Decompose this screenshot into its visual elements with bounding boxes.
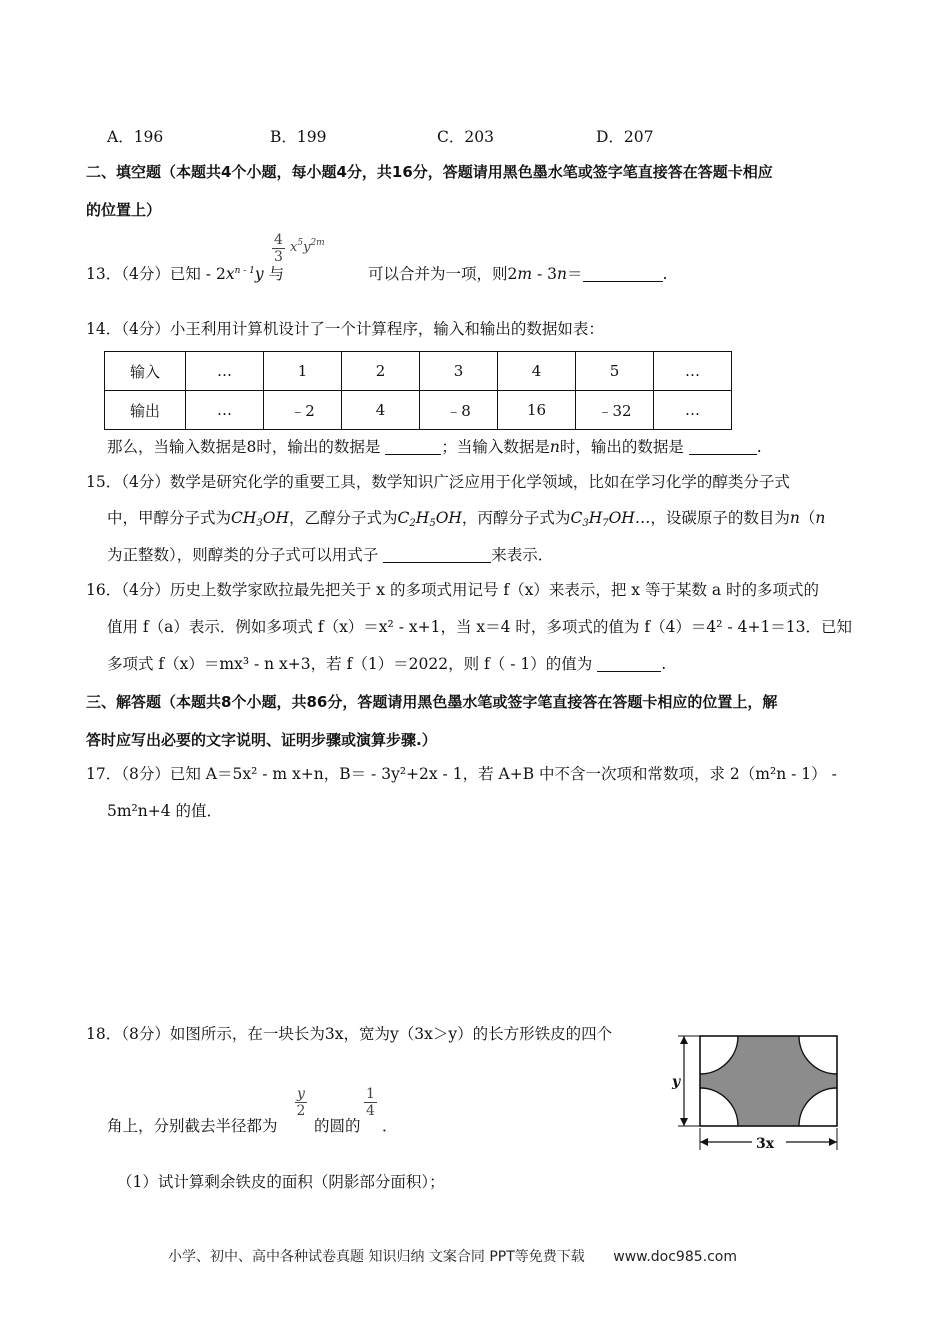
table-cell: 4 <box>342 391 420 430</box>
q17-line1: 17．（8分）已知 A＝5x² - m x+n，B＝ - 3y²+2x - 1，若 A+B 中不含一次项和常数项，求 2（m²n - 1） - <box>86 765 837 783</box>
q13-question: 可以合并为一项，则2m - 3n＝ . <box>368 265 668 283</box>
table-cell: ﹣32 <box>576 391 654 430</box>
table-row <box>105 352 732 391</box>
table-cell: … <box>186 391 264 430</box>
q18-figure <box>668 1032 843 1154</box>
io-table <box>104 351 732 430</box>
q16-line2: 值用 f（a）表示．例如多项式 f（x）＝x² - x+1，当 x＝4 时，多项式的值为 f（4）＝4² - 4+1＝13．已知 <box>107 618 853 636</box>
q14: 14．（4分）小王利用计算机设计了一个计算程序，输入和输出的数据如表： <box>86 320 604 338</box>
q18-fraction-1-over-4: $\frac{1}{4}$ <box>366 1086 375 1119</box>
table-cell: … <box>654 391 732 430</box>
q18-line1: 18．（8分）如图所示，在一块长为3x，宽为y（3x＞y）的长方形铁皮的四个 <box>86 1025 613 1043</box>
section2-heading-cont: 的位置上） <box>86 201 162 219</box>
q14-after: 那么，当输入数据是8时，输出的数据是 ；当输入数据是n时，输出的数据是 . <box>107 438 762 456</box>
q15-line2: 中，甲醇分子式为$CH_3OH$，乙醇分子式为$C_2H_5OH$，丙醇分子式为$C_3H_7OH\dots$，设碳原子的数目为n（n <box>107 509 826 529</box>
section3-heading-cont: 答时应写出必要的文字说明、证明步骤或演算步骤.） <box>86 731 437 749</box>
q18-part1: （1）试计算剩余铁皮的面积（阴影部分面积）； <box>117 1173 445 1191</box>
table-cell: 3 <box>420 352 498 391</box>
table-cell: ﹣8 <box>420 391 498 430</box>
shaded-region-full <box>700 1036 837 1126</box>
option-b: B．199 <box>270 128 327 146</box>
q15-line1: 15．（4分）数学是研究化学的重要工具，数学知识广泛应用于化学领域，比如在学习化学的醇类分子式 <box>86 473 790 491</box>
q16-line1: 16．（4分）历史上数学家欧拉最先把关于 x 的多项式用记号 f（x）来表示，把 x 等于某数 a 时的多项式的 <box>86 581 820 599</box>
q15-line3: 为正整数），则醇类的分子式可以用式子 来表示． <box>107 546 554 564</box>
table-cell: ﹣2 <box>264 391 342 430</box>
q18-line2b: 的圆的 <box>314 1117 361 1135</box>
q13-monomial-b: $x^5y^{2m}$ <box>290 238 325 255</box>
table-cell: 输出 <box>105 391 186 430</box>
q16-line3: 多项式 f（x）＝mx³ - n x+3，若 f（1）＝2022，则 f（ - 1）的值为 . <box>107 655 667 673</box>
q16-answer-blank[interactable] <box>597 655 661 672</box>
table-cell: … <box>186 352 264 391</box>
label-3x: 3x <box>756 1136 775 1152</box>
q14-answer-blank-1[interactable] <box>385 438 441 455</box>
table-cell: … <box>654 352 732 391</box>
footer-url[interactable]: www.doc985.com <box>613 1249 737 1265</box>
table-row <box>105 391 732 430</box>
q15-answer-blank[interactable] <box>383 546 491 563</box>
section2-heading: 二、填空题（本题共4个小题，每小题4分，共16分，答题请用黑色墨水笔或签字笔直接答在答题卡相应 <box>86 163 773 181</box>
table-cell: 4 <box>498 352 576 391</box>
q18-fraction-y-over-2: $\frac{y}{2}$ <box>296 1086 306 1119</box>
section3-heading: 三、解答题（本题共8个小题，共86分，答题请用黑色墨水笔或签字笔直接答在答题卡相应的位置上，解 <box>86 693 778 711</box>
table-cell: 2 <box>342 352 420 391</box>
q14-answer-blank-2[interactable] <box>689 438 757 455</box>
q17-line2: 5m²n+4 的值． <box>107 802 223 820</box>
page-footer: 小学、初中、高中各种试卷真题 知识归纳 文案合同 PPT等免费下载 www.doc985.com <box>168 1249 737 1265</box>
q13-fraction: $\frac{4}{3}$ <box>274 232 283 265</box>
option-a: A．196 <box>107 128 164 146</box>
q18-line2c: ． <box>382 1117 398 1135</box>
label-y: y <box>672 1074 681 1090</box>
option-d: D．207 <box>596 128 654 146</box>
option-c: C．203 <box>437 128 494 146</box>
table-cell: 5 <box>576 352 654 391</box>
table-cell: 16 <box>498 391 576 430</box>
table-cell: 输入 <box>105 352 186 391</box>
table-cell: 1 <box>264 352 342 391</box>
q18-line2a: 角上，分别截去半径都为 <box>107 1117 278 1135</box>
q13-answer-blank[interactable] <box>583 265 663 282</box>
q13: 13．（4分）已知 - $2x^{n - 1}y$ 与 <box>86 265 285 283</box>
